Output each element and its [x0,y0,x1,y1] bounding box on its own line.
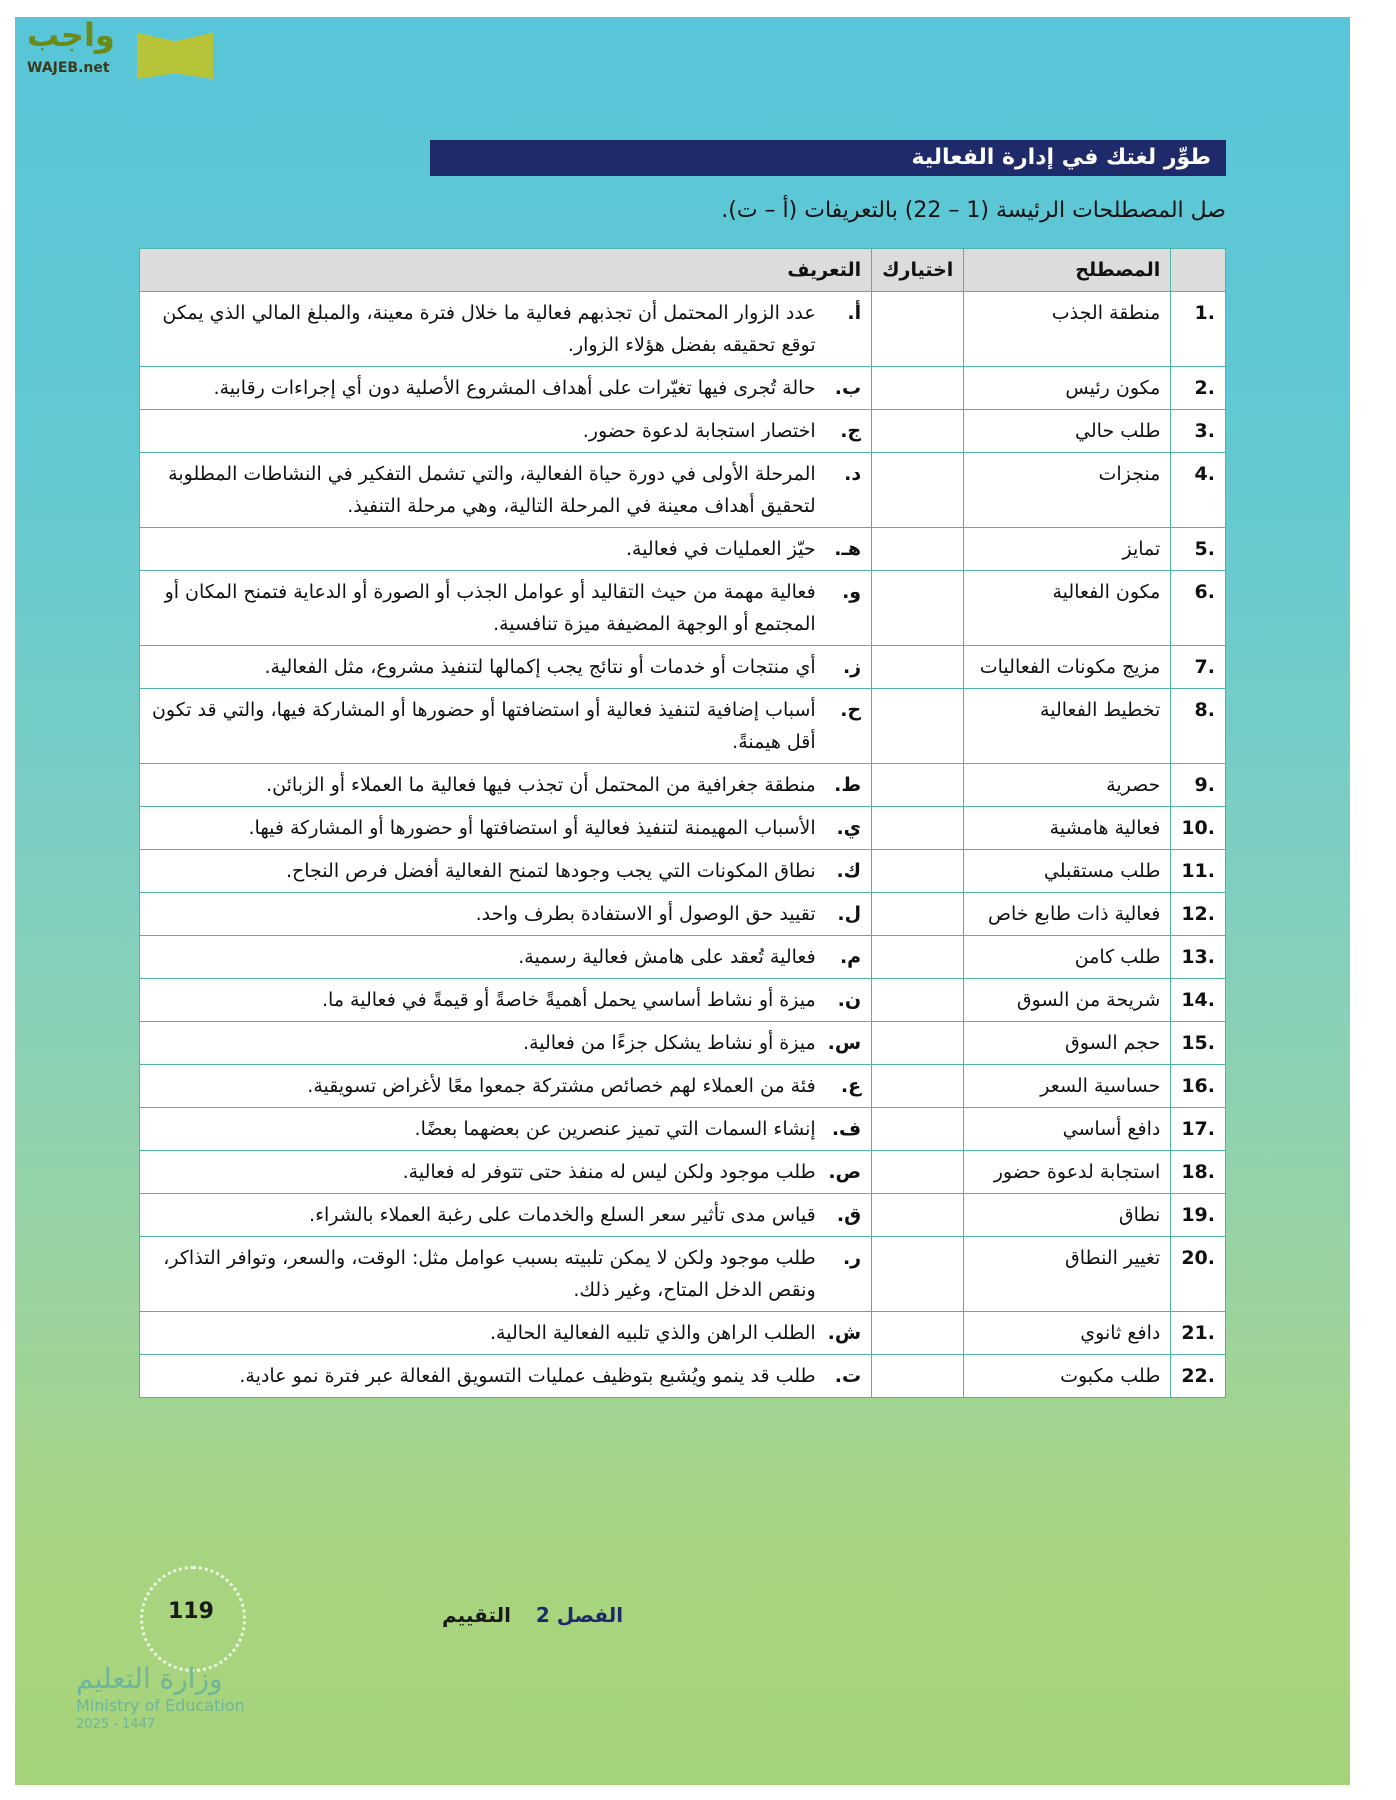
row-number: .12 [1171,893,1226,936]
row-number: .9 [1171,764,1226,807]
row-number: .5 [1171,528,1226,571]
term-cell: دافع ثانوي [964,1312,1171,1355]
definition-cell: طلب موجود ولكن لا يمكن تلبيته بسبب عوامل مثل: الوقت، والسعر، وتوافر التذاكر، ونقص الدخل المتاح، وغير ذلك. [140,1237,826,1312]
table-row [140,979,1226,1022]
table-row [140,528,1226,571]
term-cell: فعالية ذات طابع خاص [964,893,1171,936]
row-number: .2 [1171,367,1226,410]
choice-header: اختيارك [872,249,964,292]
term-cell: فعالية هامشية [964,807,1171,850]
section-name: التقييم [442,1603,511,1627]
definition-letter: ل. [826,893,872,936]
choice-cell[interactable] [872,646,964,689]
row-number: .15 [1171,1022,1226,1065]
table-row [140,893,1226,936]
num-header [1171,249,1226,292]
term-cell: طلب مكبوت [964,1355,1171,1398]
choice-cell[interactable] [872,979,964,1022]
definition-letter: ح. [826,689,872,764]
table-row [140,689,1226,764]
row-number: .13 [1171,936,1226,979]
table-row [140,1065,1226,1108]
table-row [140,1194,1226,1237]
table-row [140,646,1226,689]
ministry-en: Ministry of Education [76,1696,245,1715]
choice-cell[interactable] [872,807,964,850]
term-cell: دافع أساسي [964,1108,1171,1151]
definition-letter: ي. [826,807,872,850]
term-header: المصطلح [964,249,1171,292]
definition-header: التعريف [140,249,872,292]
definition-cell: الطلب الراهن والذي تلبيه الفعالية الحالية. [140,1312,826,1355]
table-row [140,1022,1226,1065]
definition-letter: ت. [826,1355,872,1398]
definition-letter: ك. [826,850,872,893]
row-number: .22 [1171,1355,1226,1398]
table-row [140,410,1226,453]
table-row [140,1237,1226,1312]
definition-letter: ع. [826,1065,872,1108]
book-icon [137,21,213,79]
term-cell: استجابة لدعوة حضور [964,1151,1171,1194]
wajeb-logo[interactable] [25,17,215,83]
definition-letter: س. [826,1022,872,1065]
row-number: .10 [1171,807,1226,850]
ministry-year: 2025 - 1447 [76,1717,156,1732]
definition-letter: ط. [826,764,872,807]
row-number: .11 [1171,850,1226,893]
definition-letter: ن. [826,979,872,1022]
term-cell: تمايز [964,528,1171,571]
choice-cell[interactable] [872,1108,964,1151]
definition-letter: أ. [826,292,872,367]
term-cell: طلب حالي [964,410,1171,453]
definition-letter: د. [826,453,872,528]
term-cell: مزيج مكونات الفعاليات [964,646,1171,689]
definition-cell: قياس مدى تأثير سعر السلع والخدمات على رغبة العملاء بالشراء. [140,1194,826,1237]
definition-cell: فئة من العملاء لهم خصائص مشتركة جمعوا معًا لأغراض تسويقية. [140,1065,826,1108]
definition-cell: حيّز العمليات في فعالية. [140,528,826,571]
choice-cell[interactable] [872,936,964,979]
choice-cell[interactable] [872,571,964,646]
definition-cell: ميزة أو نشاط أساسي يحمل أهميةً خاصةً أو قيمةً في فعالية ما. [140,979,826,1022]
choice-cell[interactable] [872,410,964,453]
row-number: .16 [1171,1065,1226,1108]
definition-letter: ز. [826,646,872,689]
logo-ar: واجب [27,16,115,54]
choice-cell[interactable] [872,1151,964,1194]
choice-cell[interactable] [872,764,964,807]
row-number: .7 [1171,646,1226,689]
row-number: .1 [1171,292,1226,367]
table-row [140,1151,1226,1194]
table-row [140,764,1226,807]
definition-cell: عدد الزوار المحتمل أن تجذبهم فعالية ما خلال فترة معينة، والمبلغ المالي الذي يمكن توقع تحقيقه بفضل هؤلاء الزوار. [140,292,826,367]
choice-cell[interactable] [872,893,964,936]
logo-en: WAJEB.net [27,60,110,76]
definition-cell: طلب قد ينمو ويُشبع بتوظيف عمليات التسويق الفعالة عبر فترة نمو عادية. [140,1355,826,1398]
choice-cell[interactable] [872,1194,964,1237]
row-number: .4 [1171,453,1226,528]
term-cell: طلب مستقبلي [964,850,1171,893]
instruction: صل المصطلحات الرئيسة (1 – 22) بالتعريفات (أ – ت). [721,198,1226,223]
table-row [140,292,1226,367]
row-number: .8 [1171,689,1226,764]
row-number: .18 [1171,1151,1226,1194]
chapter-label [442,1602,623,1628]
choice-cell[interactable] [872,367,964,410]
section-title: طوِّر لغتك في إدارة الفعالية [430,140,1226,176]
term-cell: حساسية السعر [964,1065,1171,1108]
table-row [140,453,1226,528]
definition-letter: م. [826,936,872,979]
definition-letter: ق. [826,1194,872,1237]
definition-letter: ج. [826,410,872,453]
ministry-ar: وزارة التعليم [76,1662,223,1695]
row-number: .21 [1171,1312,1226,1355]
chapter-number: الفصل 2 [535,1603,624,1627]
definition-cell: ميزة أو نشاط يشكل جزءًا من فعالية. [140,1022,826,1065]
ministry-logo [76,1662,245,1733]
table-row [140,936,1226,979]
term-cell: حجم السوق [964,1022,1171,1065]
table-row [140,1312,1226,1355]
definition-letter: ش. [826,1312,872,1355]
choice-cell[interactable] [872,1065,964,1108]
page-number: 119 [168,1599,214,1624]
definition-cell: أسباب إضافية لتنفيذ فعالية أو استضافتها أو حضورها أو المشاركة فيها، والتي قد تكون أقل هيمنةً. [140,689,826,764]
row-number: .17 [1171,1108,1226,1151]
term-cell: طلب كامن [964,936,1171,979]
definition-letter: ص. [826,1151,872,1194]
term-cell: منطقة الجذب [964,292,1171,367]
definition-cell: اختصار استجابة لدعوة حضور. [140,410,826,453]
definition-letter: و. [826,571,872,646]
term-cell: شريحة من السوق [964,979,1171,1022]
choice-cell[interactable] [872,1355,964,1398]
term-cell: منجزات [964,453,1171,528]
term-cell: حصرية [964,764,1171,807]
term-cell: تغيير النطاق [964,1237,1171,1312]
row-number: .6 [1171,571,1226,646]
row-number: .3 [1171,410,1226,453]
definition-cell: فعالية مهمة من حيث التقاليد أو عوامل الجذب أو الصورة أو الدعاية فتمنح المكان أو المجتمع أو الوجهة المضيفة ميزة تنافسية. [140,571,826,646]
definition-cell: أي منتجات أو خدمات أو نتائج يجب إكمالها لتنفيذ مشروع، مثل الفعالية. [140,646,826,689]
table-row [140,807,1226,850]
definition-cell: نطاق المكونات التي يجب وجودها لتمنح الفعالية أفضل فرص النجاح. [140,850,826,893]
definition-cell: حالة تُجرى فيها تغيّرات على أهداف المشروع الأصلية دون أي إجراءات رقابية. [140,367,826,410]
row-number: .20 [1171,1237,1226,1312]
table-row [140,367,1226,410]
choice-cell[interactable] [872,453,964,528]
term-cell: مكون رئيس [964,367,1171,410]
definition-cell: المرحلة الأولى في دورة حياة الفعالية، والتي تشمل التفكير في النشاطات المطلوبة لتحقيق أهداف معينة في المرحلة التالية، وهي مرحلة التنفيذ. [140,453,826,528]
table-row [140,1355,1226,1398]
definition-cell: منطقة جغرافية من المحتمل أن تجذب فيها فعالية ما العملاء أو الزبائن. [140,764,826,807]
definition-cell: الأسباب المهيمنة لتنفيذ فعالية أو استضافتها أو حضورها أو المشاركة فيها. [140,807,826,850]
term-cell: نطاق [964,1194,1171,1237]
choice-cell[interactable] [872,850,964,893]
row-number: .19 [1171,1194,1226,1237]
table-row [140,1108,1226,1151]
choice-cell[interactable] [872,1312,964,1355]
term-cell: مكون الفعالية [964,571,1171,646]
definition-cell: فعالية تُعقد على هامش فعالية رسمية. [140,936,826,979]
definition-letter: ب. [826,367,872,410]
table-row [140,850,1226,893]
choice-cell[interactable] [872,1237,964,1312]
row-number: .14 [1171,979,1226,1022]
term-cell: تخطيط الفعالية [964,689,1171,764]
definition-cell: طلب موجود ولكن ليس له منفذ حتى تتوفر له فعالية. [140,1151,826,1194]
choice-cell[interactable] [872,689,964,764]
choice-cell[interactable] [872,528,964,571]
definition-cell: تقييد حق الوصول أو الاستفادة بطرف واحد. [140,893,826,936]
table-row [140,571,1226,646]
definition-letter: هـ. [826,528,872,571]
definition-cell: إنشاء السمات التي تميز عنصرين عن بعضهما بعضًا. [140,1108,826,1151]
matching-table [139,248,1226,1398]
definition-letter: ر. [826,1237,872,1312]
choice-cell[interactable] [872,1022,964,1065]
choice-cell[interactable] [872,292,964,367]
definition-letter: ف. [826,1108,872,1151]
